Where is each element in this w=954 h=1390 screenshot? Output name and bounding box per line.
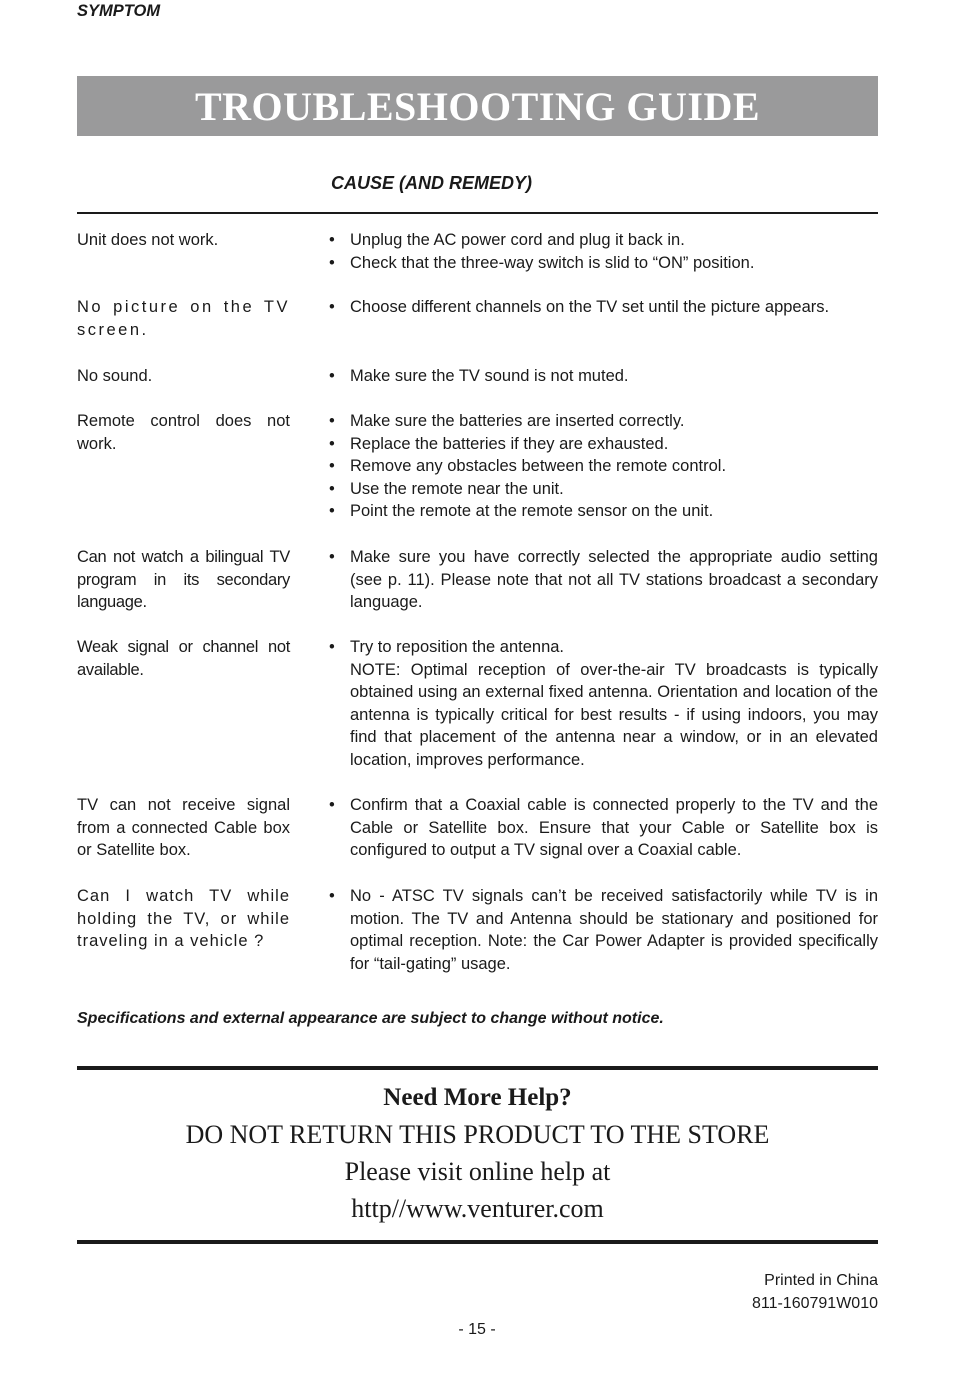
- remedy-list: [327, 885, 878, 975]
- symptom-text: No picture on the TV screen.: [77, 298, 290, 339]
- visit-online-text: Please visit online help at: [344, 1157, 611, 1186]
- remedy-item: • Remove any obstacles between the remote control.: [327, 455, 878, 478]
- product-code: 811-160791W010: [751, 1295, 878, 1312]
- title-banner: [77, 76, 878, 136]
- remedy-list: [327, 636, 878, 772]
- remedy-item: • Point the remote at the remote sensor on the unit.: [327, 500, 878, 523]
- do-not-return-text: DO NOT RETURN THIS PRODUCT TO THE STORE: [185, 1120, 770, 1149]
- remedy-item: • No - ATSC TV signals can’t be received satisfactorily while TV is in motion. The TV and Antenna should be stationary and positioned for optimal reception. Note: the Car Power Adapter is provided specifically for “tail-gating” usage.: [327, 885, 878, 975]
- remedy-list: [327, 794, 878, 862]
- remedy-list: [327, 365, 878, 388]
- help-top-divider: [77, 1066, 878, 1070]
- remedy-list: [327, 546, 878, 614]
- cause-column-header: CAUSE (AND REMEDY): [331, 173, 533, 193]
- remedy-item: • Check that the three-way switch is slid to “ON” position.: [327, 252, 878, 275]
- remedy-item-text: Try to reposition the antenna.: [350, 638, 565, 656]
- remedy-item: [327, 636, 878, 772]
- help-url: http//www.venturer.com: [351, 1194, 604, 1223]
- symptom-text: Weak signal or channel not available.: [77, 638, 290, 679]
- antenna-note: NOTE: Optimal reception of over-the-air TV broadcasts is typically obtained using an external fixed antenna. Orientation and location of the antenna is typically critical for best results - if using indoors, you may find that placement of the antenna near a window, or in an elevated location, improves performance.: [350, 660, 878, 769]
- remedy-item: • Use the remote near the unit.: [327, 478, 878, 501]
- symptom-text: Can I watch TV while holding the TV, or while traveling in a vehicle ?: [77, 887, 290, 951]
- remedy-item: • Choose different channels on the TV set until the picture appears.: [327, 296, 878, 319]
- symptom-text: No sound.: [77, 367, 153, 385]
- remedy-list: [327, 229, 878, 274]
- remedy-item: • Confirm that a Coaxial cable is connected properly to the TV and the Cable or Satellite box. Ensure that your Cable or Satellite box is configured to output a TV signal over a Coaxial cable.: [327, 794, 878, 862]
- symptom-text: Can not watch a bilingual TV program in its secondary language.: [77, 548, 290, 612]
- symptom-text: Remote control does not work.: [77, 412, 290, 453]
- symptom-text: Unit does not work.: [77, 231, 219, 249]
- remedy-item: • Make sure the TV sound is not muted.: [327, 365, 878, 388]
- remedy-list: [327, 296, 878, 319]
- symptom-column-header: SYMPTOM: [77, 2, 161, 20]
- remedy-item: • Unplug the AC power cord and plug it back in.: [327, 229, 878, 252]
- help-heading: Need More Help?: [383, 1084, 572, 1111]
- remedy-item: • Replace the batteries if they are exhausted.: [327, 433, 878, 456]
- printed-in-text: Printed in China: [764, 1272, 878, 1289]
- remedy-item: • Make sure you have correctly selected the appropriate audio setting (see p. 11). Please note that not all TV stations broadcast a secondary language.: [327, 546, 878, 614]
- remedy-item: • Make sure the batteries are inserted correctly.: [327, 410, 878, 433]
- specifications-notice: Specifications and external appearance are subject to change without notice.: [77, 1010, 664, 1027]
- symptom-text: TV can not receive signal from a connected Cable box or Satellite box.: [77, 796, 290, 860]
- page-title: TROUBLESHOOTING GUIDE: [194, 83, 761, 129]
- header-divider: [77, 212, 878, 214]
- page-number: - 15 -: [458, 1321, 496, 1338]
- remedy-list: [327, 410, 878, 523]
- help-bottom-divider: [77, 1240, 878, 1244]
